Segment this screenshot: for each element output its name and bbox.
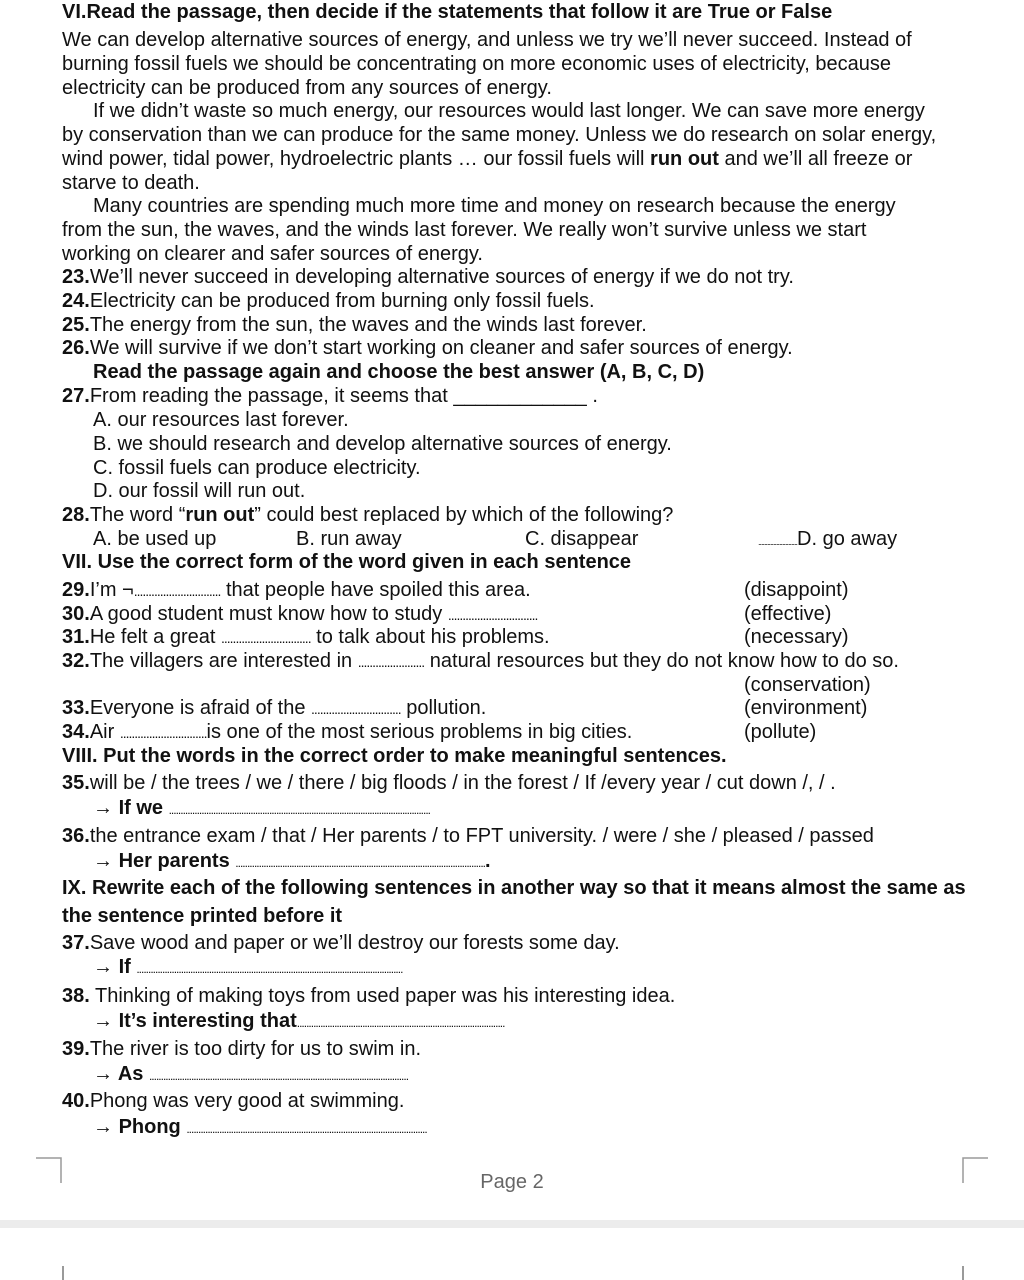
question-number: 29. <box>62 579 90 601</box>
crop-mark-left <box>62 1266 64 1280</box>
page-number: Page 2 <box>480 1171 544 1193</box>
question-32 <box>62 649 899 674</box>
passage-line: starve to death. <box>62 172 200 194</box>
text-run: natural resources but they do not know how to do so. <box>424 650 899 672</box>
option-a: A. our resources last forever. <box>93 409 349 431</box>
arrow-icon: → <box>93 956 113 978</box>
arrow-icon: → <box>93 1010 113 1032</box>
section-9-heading-cont: the sentence printed before it <box>62 905 343 927</box>
arrow-icon: → <box>93 1116 113 1138</box>
answer-blank: ......................................................................................... <box>296 1016 505 1030</box>
question-28 <box>62 503 673 527</box>
section-7-heading: VII. Use the correct form of the word given in each sentence <box>62 551 632 573</box>
answer-blank: ........................................................................................................... <box>235 856 486 870</box>
question-text: The energy from the sun, the waves and the winds last forever. <box>89 314 647 336</box>
question-number: 36. <box>62 825 90 847</box>
text-run: pollution. <box>400 697 487 719</box>
text-run: Everyone is afraid of the <box>89 697 312 719</box>
answer-start: Her parents <box>118 850 236 872</box>
passage-line: If we didn’t waste so much energy, our resources would last longer. We can save more energy <box>93 100 925 122</box>
question-number: 37. <box>62 932 90 954</box>
question-text: The river is too dirty for us to swim in. <box>89 1038 422 1060</box>
question-40 <box>62 1089 404 1113</box>
text-run: The word “ <box>89 504 186 526</box>
text-run: . <box>586 385 598 407</box>
text-run: and we’ll all freeze or <box>718 148 913 170</box>
text-run: wind power, tidal power, hydroelectric plants … our fossil fuels will <box>62 148 651 170</box>
bold-phrase: run out <box>650 148 719 170</box>
question-27 <box>62 384 598 408</box>
question-30 <box>62 602 537 627</box>
arrow-icon: → <box>93 850 113 872</box>
answer-blank: .............................. <box>119 725 207 741</box>
question-number: 40. <box>62 1090 90 1112</box>
question-number: 26. <box>62 337 90 359</box>
answer-blank: ....................................................................................................... <box>186 1122 427 1136</box>
question-text: Thinking of making toys from used paper was his interesting idea. <box>89 985 676 1007</box>
question-number: 23. <box>62 266 90 288</box>
answer-line <box>93 849 491 875</box>
question-25 <box>62 313 647 337</box>
option-c: C. disappear <box>525 528 639 550</box>
question-number: 32. <box>62 650 90 672</box>
section-6-heading: VI.Read the passage, then decide if the statements that follow it are True or False <box>62 1 833 23</box>
answer-line <box>93 796 430 822</box>
text-run: The villagers are interested in <box>89 650 358 672</box>
question-39 <box>62 1037 421 1061</box>
text-run: ” could best replaced by which of the following? <box>254 504 674 526</box>
question-number: 28. <box>62 504 90 526</box>
option-d: D. our fossil will run out. <box>93 480 306 502</box>
answer-start: It’s interesting that <box>118 1010 297 1032</box>
option-text: D. go away <box>797 528 898 550</box>
word-hint: (environment) <box>744 697 868 719</box>
answer-line <box>93 1062 408 1088</box>
answer-line <box>93 1009 504 1035</box>
question-text: will be / the trees / we / there / big floods / in the forest / If /every year / cut down /, / . <box>89 772 836 794</box>
answer-blank: .................................................................................................................. <box>136 962 403 976</box>
section-8-heading: VIII. Put the words in the correct order to make meaningful sentences. <box>62 745 727 767</box>
word-hint: (pollute) <box>744 721 817 743</box>
passage-line: from the sun, the waves, and the winds last forever. We really won’t survive unless we start <box>62 219 867 241</box>
question-35 <box>62 771 836 795</box>
word-hint: (disappoint) <box>744 579 849 601</box>
answer-start: If we <box>118 797 169 819</box>
word-hint: (necessary) <box>744 626 849 648</box>
text-run: is one of the most serious problems in big cities. <box>206 721 633 743</box>
question-38 <box>62 984 675 1008</box>
answer-blank: ............................... <box>311 701 401 717</box>
passage-line: burning fossil fuels we should be concentrating on more economic uses of electricity, because <box>62 53 891 75</box>
question-36 <box>62 824 874 848</box>
question-33 <box>62 696 486 721</box>
arrow-icon: → <box>93 1063 113 1085</box>
bold-phrase: run out <box>185 504 255 526</box>
question-number: 31. <box>62 626 90 648</box>
option-b: B. run away <box>296 528 402 550</box>
text-run: Air <box>89 721 120 743</box>
question-number: 39. <box>62 1038 90 1060</box>
option-d <box>758 527 897 554</box>
question-37 <box>62 931 620 955</box>
question-text: We will survive if we don’t start working on cleaner and safer sources of energy. <box>89 337 793 359</box>
option-a: A. be used up <box>93 528 217 550</box>
question-29 <box>62 578 531 603</box>
question-number: 33. <box>62 697 90 719</box>
next-page <box>0 1228 1024 1280</box>
answer-blank: ................................................................................................................ <box>168 803 430 817</box>
answer-blank: ____________ <box>453 385 587 407</box>
passage-line: working on clearer and safer sources of energy. <box>62 243 483 265</box>
question-text: We’ll never succeed in developing alternative sources of energy if we do not try. <box>89 266 794 288</box>
sub-heading: Read the passage again and choose the best answer (A, B, C, D) <box>93 361 705 383</box>
question-number: 24. <box>62 290 90 312</box>
question-number: 25. <box>62 314 90 336</box>
answer-blank: .......................... <box>758 537 798 547</box>
passage-line: We can develop alternative sources of energy, and unless we try we’ll never succeed. Instead of <box>62 29 912 51</box>
answer-line <box>93 1115 427 1141</box>
question-number: 27. <box>62 385 90 407</box>
question-23 <box>62 265 794 289</box>
text-run: He felt a great <box>89 626 221 648</box>
question-number: 34. <box>62 721 90 743</box>
question-26 <box>62 336 793 360</box>
text-run: A good student must know how to study <box>89 603 448 625</box>
question-text: From reading the passage, it seems that <box>89 385 454 407</box>
option-c: C. fossil fuels can produce electricity. <box>93 457 421 479</box>
question-number: 35. <box>62 772 90 794</box>
question-number: 30. <box>62 603 90 625</box>
text-run: that people have spoiled this area. <box>220 579 531 601</box>
answer-start: As <box>117 1063 149 1085</box>
option-b: B. we should research and develop alternative sources of energy. <box>93 433 672 455</box>
question-text: Save wood and paper or we’ll destroy our forests some day. <box>89 932 620 954</box>
question-24 <box>62 289 595 313</box>
crop-mark-right <box>962 1266 964 1280</box>
question-31 <box>62 625 550 650</box>
text-run: to talk about his problems. <box>310 626 550 648</box>
text-run: . <box>485 850 491 872</box>
question-text: Phong was very good at swimming. <box>89 1090 405 1112</box>
word-hint: (effective) <box>744 603 832 625</box>
word-hint: (conservation) <box>744 674 871 696</box>
answer-blank: ............................... <box>447 607 538 623</box>
passage-line <box>62 147 912 171</box>
answer-start: If <box>118 956 137 978</box>
question-text: Electricity can be produced from burning only fossil fuels. <box>89 290 595 312</box>
answer-start: Phong <box>118 1116 187 1138</box>
answer-blank: ............................... <box>221 630 311 646</box>
arrow-icon: → <box>93 797 113 819</box>
page-separator <box>0 1220 1024 1228</box>
answer-blank: ............................................................................................................... <box>148 1069 409 1083</box>
text-run: I’m ¬ <box>89 579 134 601</box>
question-34 <box>62 720 632 745</box>
passage-line: by conservation than we can produce for the same money. Unless we do research on solar energy, <box>62 124 937 146</box>
answer-blank: ....................... <box>357 654 425 670</box>
passage-line: electricity can be produced from any sources of energy. <box>62 77 552 99</box>
question-text: the entrance exam / that / Her parents / to FPT university. / were / she / pleased / passed <box>89 825 874 847</box>
answer-line <box>93 955 402 981</box>
section-9-heading: IX. Rewrite each of the following sentences in another way so that it means almost the same as <box>62 877 966 899</box>
answer-blank: .............................. <box>133 583 221 599</box>
question-number: 38. <box>62 985 90 1007</box>
passage-line: Many countries are spending much more time and money on research because the energy <box>93 195 896 217</box>
